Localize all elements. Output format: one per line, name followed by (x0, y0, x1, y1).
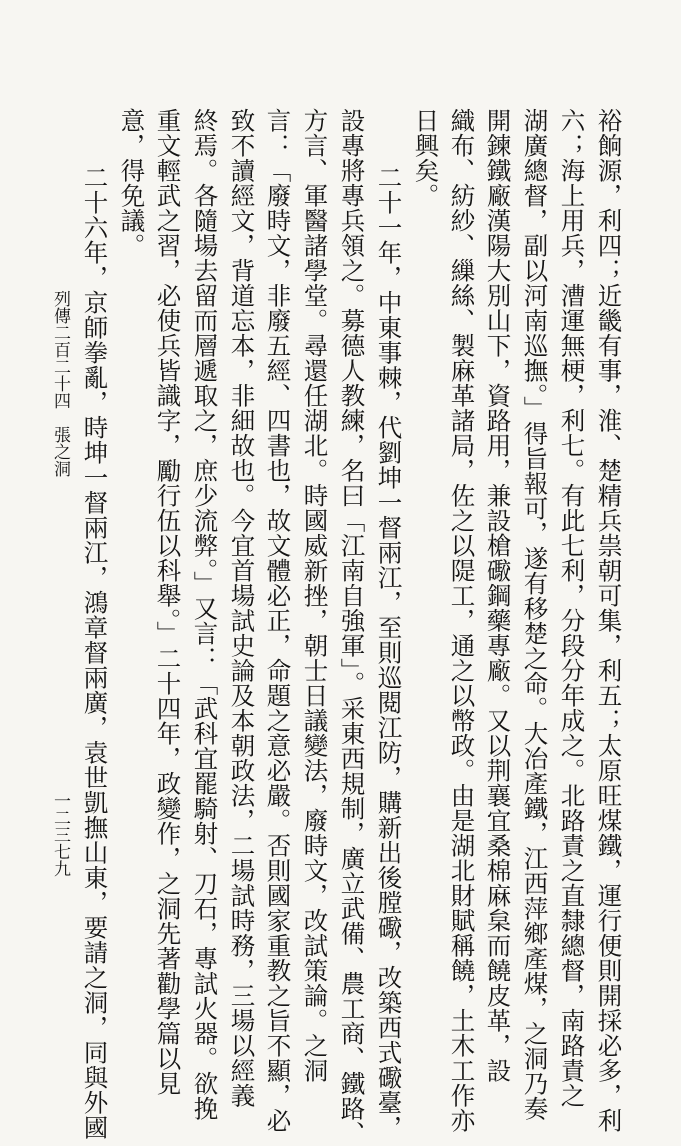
text-column: 日興矣。 (411, 108, 441, 208)
text-column: 裕餉源，利四；近畿有事，淮、楚精兵祟朝可集，利五；太原旺煤鐵，運行便則開採必多，利 (594, 108, 624, 1133)
text-column: 開鍊鐵廠漢陽大別山下，資路用，兼設槍礮鋼藥專廠。又以荆襄宜桑棉麻枲而饒皮革，設 (483, 108, 513, 1083)
text-column: 二十六年，京師拳亂，時坤一督兩江，鴻章督兩廣，袁世凱撫山東，要請之洞，同與外國 (80, 165, 110, 1140)
text-column: 重文輕武之習，必使兵皆識字，勵行伍以科舉。」二十四年，政變作，之洞先著勸學篇以見 (153, 108, 183, 1096)
text-column: 織布、紡紗、繅絲、製麻革諸局，佐之以隄工，通之以幣政。由是湖北財賦稱饒，土木工作亦 (447, 108, 477, 1133)
text-column: 方言、軍醫諸學堂。尋還任湖北。時國威新挫，朝士日議變法，廢時文，改試策論。之洞 (300, 108, 330, 1083)
running-header: 列傳二百二十四 張之洞 (50, 290, 70, 477)
page-number: 一二三七九 (50, 792, 70, 877)
text-column: 言：「廢時文，非廢五經、四書也，故文體必正，命題之意必嚴。否則國家重教之旨不顯，必 (263, 108, 293, 1133)
text-column: 致不讀經文，背道忘本，非細故也。今宜首場試史論及本朝政法，二場試時務，三場以經義 (227, 108, 257, 1108)
text-column: 六；海上用兵，漕運無梗，利七。有此七利，分段分年成之。北路責之直隸總督，南路責之 (557, 108, 587, 1108)
text-column: 二十一年，中東事棘，代劉坤一督兩江，至則巡閱江防，購新出後膛礮，改築西式礮臺， (374, 165, 404, 1140)
text-column: 湖廣總督，副以河南巡撫。」得旨報可，遂有移楚之命。大冶產鐵，江西萍鄉產煤，之洞乃奏 (520, 108, 550, 1121)
text-column: 終焉。各隨場去留而層遞取之，庶少流弊。」又言：「武科宜罷騎射、刀石，專試火器。欲挽 (190, 108, 220, 1121)
text-column: 設專將專兵領之。募德人教練，名曰「江南自強軍」。采東西規制，廣立武備、農工商、鐵路、 (337, 108, 367, 1146)
text-column: 意，得免議。 (117, 108, 147, 258)
